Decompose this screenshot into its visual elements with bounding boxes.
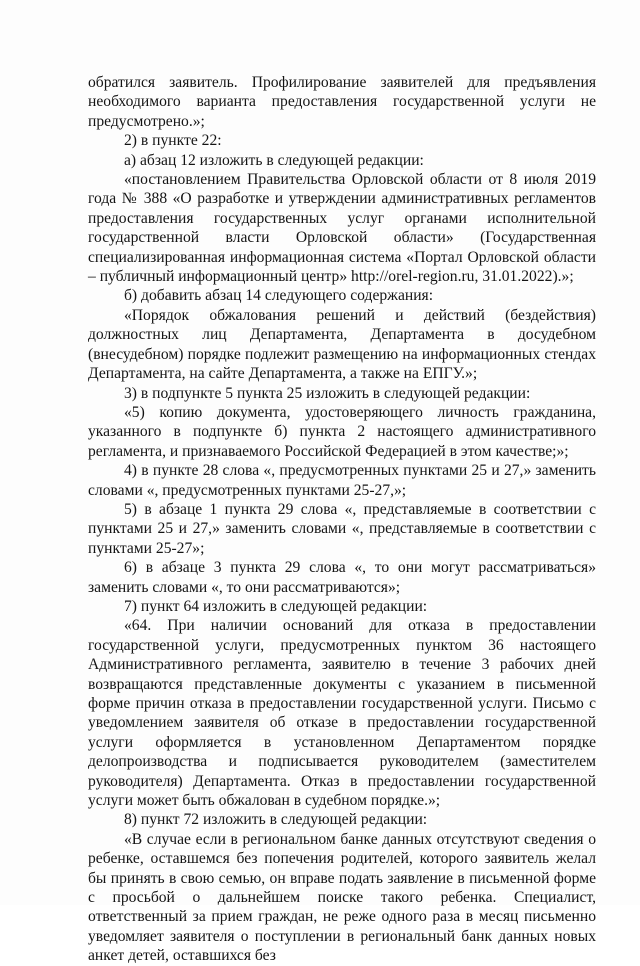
paragraph-quote-dokument: «5) копию документа, удостоверяющего личность гражданина, указанного в подпункте б) пункта 2 настоящего административного регламента, и признаваемого Российской Федерацией в этом качестве;»;: [88, 403, 596, 460]
paragraph-item-6: 6) в абзаце 3 пункта 29 слова «, то они могут рассматриваться» заменить словами «, то они рассматриваются»;: [88, 559, 596, 596]
paragraph-item-3: 3) в подпункте 5 пункта 25 изложить в следующей редакции:: [124, 384, 531, 402]
paragraph-quote-postanovlenie: «постановлением Правительства Орловской области от 8 июля 2019 года № 388 «О разработке и утверждении административных регламентов предоставления государственных услуг органами исполнительной государственной власти Орловской области» (Государственная специализированная информационная система «Портал Орловской области – публичный информационный центр» http://orel-region.ru, 31.01.2022).»;: [88, 171, 596, 286]
document-body: [88, 73, 596, 966]
paragraph-item-8: 8) пункт 72 изложить в следующей редакции:: [124, 811, 428, 829]
paragraph-quote-punkt-64: «64. При наличии оснований для отказа в предоставлении государственной услуги, предусмотренных пунктом 36 настоящего Административного регламента, заявителю в течение 3 рабочих дней возвращаются представленные документы с указанием в письменной форме причин отказа в предоставлении государственной услуги. Письмо с уведомлением заявителя об отказе в предоставлении государственной услуги оформляется в установленном Департаментом порядке делопроизводства и подписывается руководителем (заместителем руководителя) Департамента. Отказ в предоставлении государственной услуги может быть обжалован в судебном порядке.»;: [88, 617, 596, 810]
paragraph-item-5: 5) в абзаце 1 пункта 29 слова «, представляемые в соответствии с пунктами 25 и 27,» заменить словами «, представляемые в соответствии с пунктами 25-27»;: [88, 500, 596, 557]
paragraph-subitem-b: б) добавить абзац 14 следующего содержания:: [124, 287, 434, 305]
paragraph-quote-obzhalovanie: «Порядок обжалования решений и действий (бездействия) должностных лиц Департамента, Департамента в досудебном (внесудебном) порядке подлежит размещению на информационных стендах Департамента, на сайте Департамента, а также на ЕПГУ.»;: [88, 306, 596, 383]
paragraph-item-2: 2) в пункте 22:: [124, 132, 222, 150]
paragraph-item-7: 7) пункт 64 изложить в следующей редакции:: [124, 597, 428, 615]
paragraph-continuation: обратился заявитель. Профилирование заявителей для предъявления необходимого варианта предоставления государственной услуги не предусмотрено.»;: [88, 74, 596, 130]
paragraph-item-4: 4) в пункте 28 слова «, предусмотренных пунктами 25 и 27,» заменить словами «, предусмотренных пунктами 25-27,»;: [88, 462, 596, 499]
paragraph-subitem-a: а) абзац 12 изложить в следующей редакции:: [124, 151, 424, 169]
paragraph-quote-punkt-72: «В случае если в региональном банке данных отсутствуют сведения о ребенке, оставшемся без попечения родителей, которого заявитель желал бы принять в свою семью, он вправе подать заявление в письменной форме с просьбой о дальнейшем поиске такого ребенка. Специалист, ответственный за прием граждан, не реже одного раза в месяц письменно уведомляет заявителя о поступлении в региональный банк данных новых анкет детей, оставшихся без: [88, 830, 596, 965]
